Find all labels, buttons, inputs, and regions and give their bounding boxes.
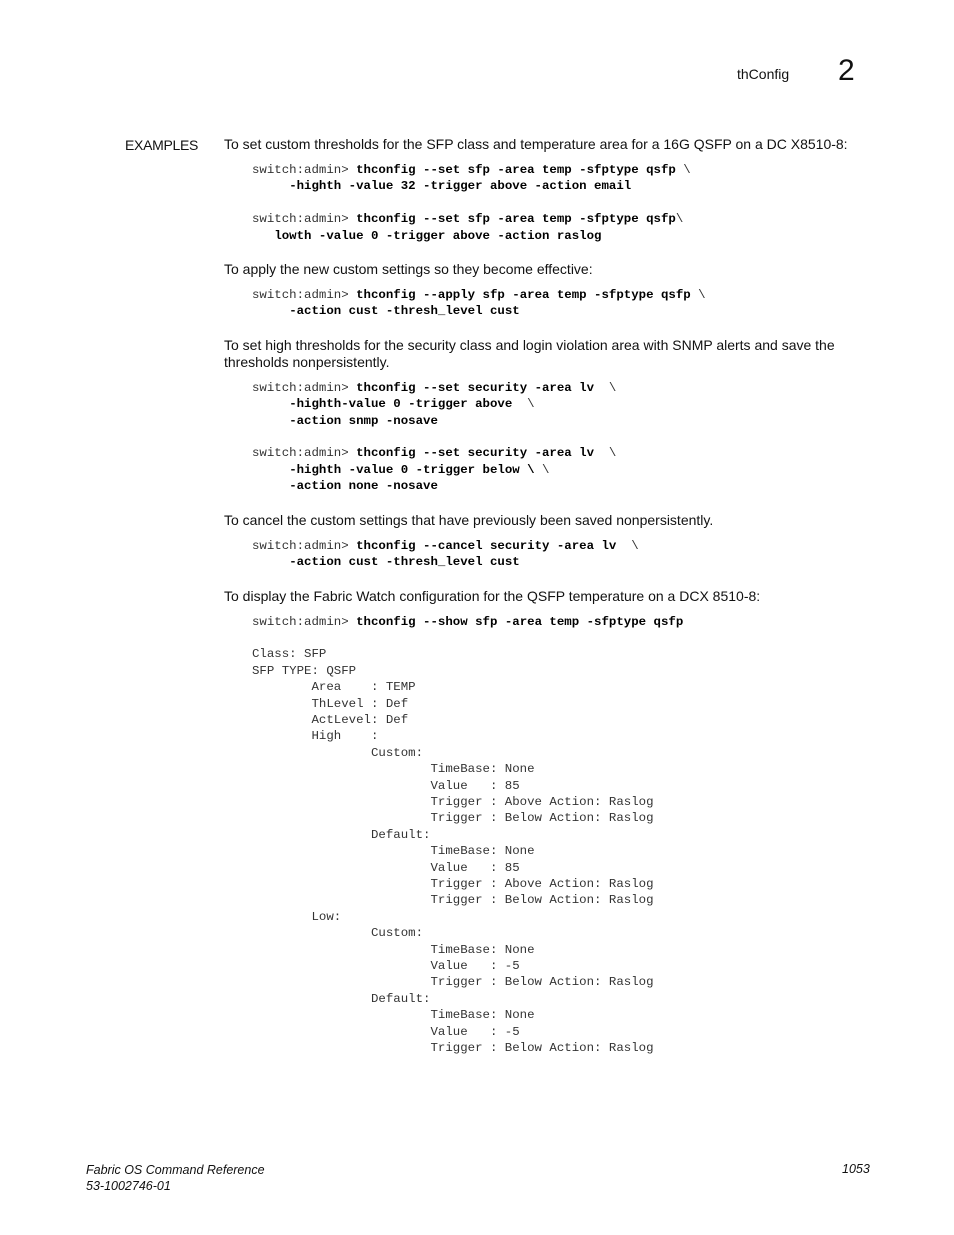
footer-doc-info xyxy=(86,1162,265,1194)
footer-page-number: 1053 xyxy=(842,1162,870,1176)
section-label: EXAMPLES xyxy=(125,137,199,153)
footer-doc-title: Fabric OS Command Reference xyxy=(86,1163,265,1177)
code-block-set-security: switch:admin> thconfig --set security -area lv \ -highth-value 0 -trigger above \ -action snmp -nosave switch:admin> thconfig --set security -area lv \ -highth -value 0 -trigger below \ \ -action none -nosave xyxy=(252,380,617,494)
example-intro-1: To set custom thresholds for the SFP class and temperature area for a 16G QSFP on a DC X8510-8: xyxy=(224,136,848,152)
example-intro-5: To display the Fabric Watch configuration for the QSFP temperature on a DCX 8510-8: xyxy=(224,587,761,604)
example-intro-3: To set high thresholds for the security class and login violation area with SNMP alerts and save the thresholds nonpersistently. xyxy=(224,336,835,370)
footer-doc-number: 53-1002746-01 xyxy=(86,1179,171,1193)
code-block-set-sfp: switch:admin> thconfig --set sfp -area temp -sfptype qsfp \ -highth -value 32 -trigger above -action email switch:admin> thconfig --set sfp -area temp -sfptype qsfp\ lowth -value 0 -trigger above -action raslog xyxy=(252,163,691,243)
code-block-show: switch:admin> thconfig --show sfp -area temp -sfptype qsfp Class: SFP SFP TYPE: QSFP Area : TEMP ThLevel : Def ActLevel: Def High : Custom: TimeBase: None Value : 85 Trigger : Above Action: Raslog Trigger : Below Action: Raslog Default: TimeBase: None Value : 85 Trigger : Above Action: Raslog Trigger : Below Action: Raslog Low: Custom: TimeBase: None Value : -5 Trigger : Below Action: Raslog Default: TimeBase: None Value : -5 Trigger : Below Action: Raslog xyxy=(252,614,684,1056)
show-output: Class: SFP SFP TYPE: QSFP Area : TEMP ThLevel : Def ActLevel: Def High : Custom: TimeBase: None Value : 85 Trigger : Above Action: Raslog Trigger : Below Action: Raslog Default: TimeBase: None Value : 85 Trigger : Above Action: Raslog Trigger : Below Action: Raslog Low: Custom: TimeBase: None Value : -5 Trigger : Below Action: Raslog Default: TimeBase: None Value : -5 Trigger : Below Action: Raslog xyxy=(252,647,654,1056)
example-intro-2: To apply the new custom settings so they become effective: xyxy=(224,261,593,278)
chapter-number: 2 xyxy=(838,54,855,87)
code-block-cancel: switch:admin> thconfig --cancel security -area lv \ -action cust -thresh_level cust xyxy=(252,538,639,570)
running-header-title: thConfig xyxy=(737,66,790,82)
code-block-apply-sfp: switch:admin> thconfig --apply sfp -area temp -sfptype qsfp \ -action cust -thresh_level cust xyxy=(252,288,706,319)
example-intro-4: To cancel the custom settings that have previously been saved nonpersistently. xyxy=(224,511,714,528)
examples-content xyxy=(224,136,864,1056)
